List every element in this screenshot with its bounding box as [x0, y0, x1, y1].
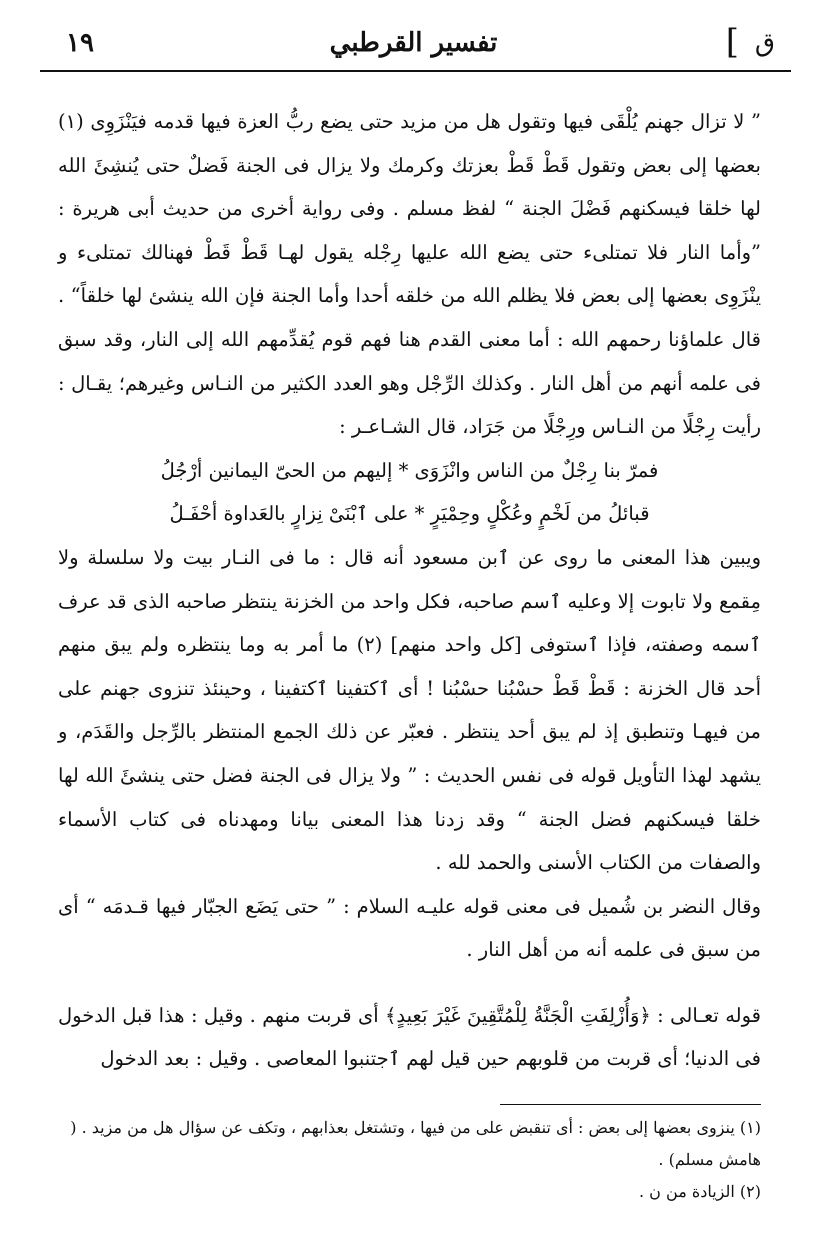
poem-verse: قبائلُ من لَخْمٍ وعُكْلٍ وحِمْيَرٍ * على ٱبْنَىْ نِزارٍ بالعَداوة أحْفَـلُ [169, 502, 650, 526]
footnote: (١) ينزوى بعضها إلى بعض : أى تنقبض على من فيها ، وتشتغل بعذابهم ، وتكف عن سؤال هل من مزيد . ( هامش مسلم) . [70, 1118, 761, 1169]
footnote: (٢) الزيادة من ن . [639, 1182, 761, 1201]
header-bracket: ] [725, 22, 739, 62]
page-number: ١٩ [66, 28, 94, 58]
page-header [40, 22, 787, 66]
running-title: تفسير القرطبي [329, 28, 498, 58]
paragraph-gap [58, 972, 761, 994]
header-rule [40, 70, 791, 72]
surah-label: ق [754, 28, 775, 58]
poem-verse: فمرّ بنا رِجْلٌ من الناس وانْزَوَى * إليهم من الحىّ اليمانين أرْجُلُ [160, 458, 659, 482]
paragraph: قوله تعـالى : ﴿وَأُزْلِفَتِ الْجَنَّةُ لِلْمُتَّقِينَ غَيْرَ بَعِيدٍ﴾ أى قربت منهم . وقيل : هذا قبل الدخول فى الدنيا؛ أى قربت من قلوبهم حين قيل لهم ٱجتنبوا المعاصى . وقيل : بعد الدخول [58, 1003, 761, 1071]
paragraph: وقال النضر بن شُميل فى معنى قوله عليـه السلام : ” حتى يَضَع الجبّار فيها قـدمَه “ أى من سبق فى علمه أنه من أهل النار . [58, 894, 761, 962]
footnote-rule [500, 1104, 761, 1105]
paragraph: ” لا تزال جهنم يُلْقَى فيها وتقول هل من مزيد حتى يضع ربُّ العزة فيها قدمه فيَنْزَوِى (١) بعضها إلى بعض وتقول قَطْ قَطْ بعزتك وكرمك ولا يزال فى الجنة فَضلٌ حتى يُنشِئَ الله لها خلقا فيسكنهم فَضْلَ الجنة “ لفظ مسلم . وفى رواية أخرى من حديث أبى هريرة : ”وأما النار فلا تمتلىء حتى يضع الله عليها رِجْله يقول لهـا قَطْ قَطْ فهنالك تمتلىء و ينْزَوِى بعضها إلى بعض فلا يظلم الله من خلقه أحدا وأما الجنة فإن الله ينشئ لها خلقاً“ . قال علماؤنا رحمهم الله : أما معنى القدم هنا فهم قوم يُقدِّمهم الله إلى النار، وقد سبق فى علمه أنهم من أهل النار . وكذلك الرِّجْل وهو العدد الكثير من النـاس وغيرهم؛ يقـال : رأيت رِجْلًا من النـاس ورِجْلًا من جَرَاد، قال الشـاعـر : [58, 110, 761, 439]
main-text [58, 100, 761, 1081]
paragraph: ويبين هذا المعنى ما روى عن ٱبن مسعود أنه قال : ما فى النـار بيت ولا سلسلة ولا مِقمع ولا تابوت إلا وعليه ٱسم صاحبه، فكل واحد من الخزنة ينتظر صاحبه الذى قد عرف ٱسمه وصفته، فإذا ٱستوفى [كل واحد منهم] (٢) ما أمر به وما ينتظره ولم يبق منهم أحد قال الخزنة : قَطْ قَطْ حسْبُنا حسْبُنا ! أى ٱكتفينا ٱكتفينا ، وحينئذ تنزوى جهنم على من فيهـا وتنطبق إذ لم يبق أحد ينتظر . فعبّر عن ذلك الجمع المنتظر بالرِّجل والقَدَم، و يشهد لهذا التأويل قوله فى نفس الحديث : ” ولا يزال فى الجنة فضل حتى ينشئَ الله لها خلقا فيسكنهم فضل الجنة “ وقد زدنا هذا المعنى بيانا ومهدناه فى كتاب الأسماء والصفات من الكتاب الأسنى والحمد لله . [58, 545, 761, 875]
footnotes [58, 1112, 761, 1208]
